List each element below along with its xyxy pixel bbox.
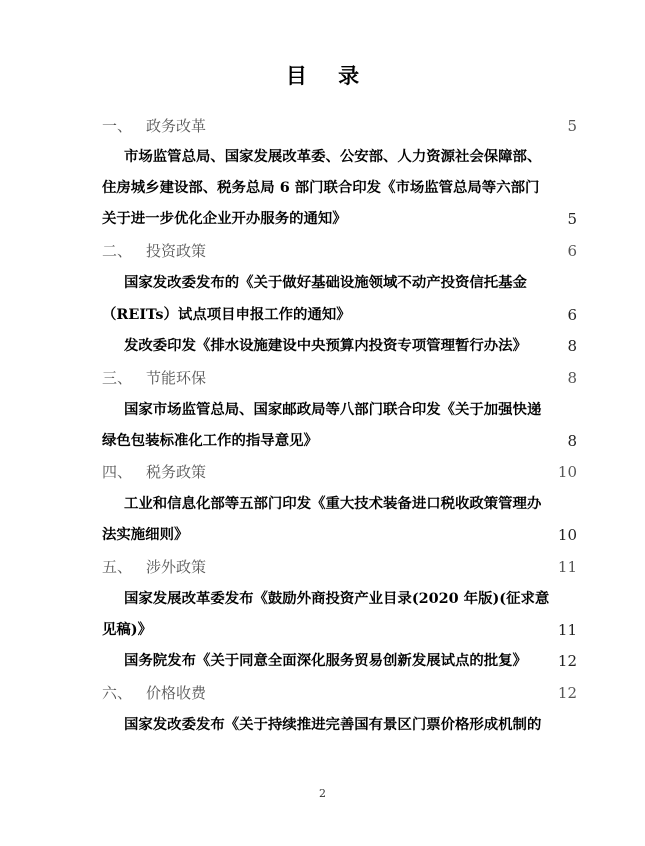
toc-entry-line[interactable]	[0, 176, 645, 200]
entry-text: 见稿)》	[102, 621, 152, 638]
toc-entry-line[interactable]	[0, 207, 645, 231]
toc-entry-line[interactable]	[0, 303, 645, 327]
section-page-number: 12	[557, 684, 577, 702]
entry-text: 市场监管总局、国家发展改革委、公安部、人力资源社会保障部、	[124, 148, 542, 165]
section-label: 投资政策	[146, 242, 207, 260]
toc-entry-line[interactable]	[0, 713, 645, 737]
toc-entry-line[interactable]	[0, 398, 645, 422]
toc-entry-line[interactable]	[0, 587, 645, 611]
entry-text: 法实施细则》	[102, 526, 189, 543]
toc-section-row[interactable]	[0, 460, 645, 484]
section-page-number: 6	[567, 242, 577, 260]
entry-text: 国家发改委发布《关于持续推进完善国有景区门票价格形成机制的	[124, 716, 542, 733]
entry-text: （REITs）试点项目申报工作的通知》	[102, 306, 351, 323]
entry-text: 国家市场监管总局、国家邮政局等八部门联合印发《关于加强快递	[124, 401, 542, 418]
toc-entry-line[interactable]	[0, 429, 645, 453]
entry-text: 关于进一步优化企业开办服务的通知》	[102, 210, 347, 227]
toc-entry-line[interactable]	[0, 649, 645, 673]
section-number: 一、	[102, 117, 133, 135]
toc-section-row[interactable]	[0, 114, 645, 138]
entry-page-number: 12	[557, 652, 577, 670]
section-number: 五、	[102, 558, 133, 576]
toc-section-row[interactable]	[0, 681, 645, 705]
toc-section-row[interactable]	[0, 239, 645, 263]
entry-page-number: 10	[557, 526, 577, 544]
toc-entry-line[interactable]	[0, 145, 645, 169]
toc-title: 目 录	[285, 64, 372, 88]
toc-entry-line[interactable]	[0, 618, 645, 642]
toc-entry-line[interactable]	[0, 271, 645, 295]
section-label: 价格收费	[146, 684, 207, 702]
entry-text: 住房城乡建设部、税务总局 6 部门联合印发《市场监管总局等六部门	[102, 179, 540, 196]
section-label: 税务政策	[146, 463, 207, 481]
entry-text: 国家发改委发布的《关于做好基础设施领域不动产投资信托基金	[124, 274, 527, 291]
section-page-number: 5	[567, 117, 577, 135]
section-label: 节能环保	[146, 369, 207, 387]
entry-page-number: 6	[567, 306, 577, 324]
section-number: 二、	[102, 242, 133, 260]
page-number: 2	[319, 787, 326, 800]
toc-entry-line[interactable]	[0, 523, 645, 547]
section-label: 涉外政策	[146, 558, 207, 576]
entry-page-number: 5	[567, 210, 577, 228]
toc-section-row[interactable]	[0, 555, 645, 579]
section-number: 三、	[102, 369, 133, 387]
section-number: 六、	[102, 684, 133, 702]
entry-page-number: 11	[557, 621, 577, 639]
toc-entry-line[interactable]	[0, 492, 645, 516]
toc-section-row[interactable]	[0, 366, 645, 390]
section-page-number: 10	[557, 463, 577, 481]
section-number: 四、	[102, 463, 133, 481]
entry-page-number: 8	[567, 337, 577, 355]
entry-text: 绿色包装标准化工作的指导意见》	[102, 432, 318, 449]
entry-text: 国务院发布《关于同意全面深化服务贸易创新发展试点的批复》	[124, 652, 527, 669]
section-page-number: 11	[557, 558, 577, 576]
entry-page-number: 8	[567, 432, 577, 450]
section-page-number: 8	[567, 369, 577, 387]
section-label: 政务改革	[146, 117, 207, 135]
entry-text: 工业和信息化部等五部门印发《重大技术装备进口税收政策管理办	[124, 495, 542, 512]
entry-text: 国家发展改革委发布《鼓励外商投资产业目录(2020 年版)(征求意	[124, 590, 550, 607]
toc-entry-line[interactable]	[0, 334, 645, 358]
entry-text: 发改委印发《排水设施建设中央预算内投资专项管理暂行办法》	[124, 337, 527, 354]
